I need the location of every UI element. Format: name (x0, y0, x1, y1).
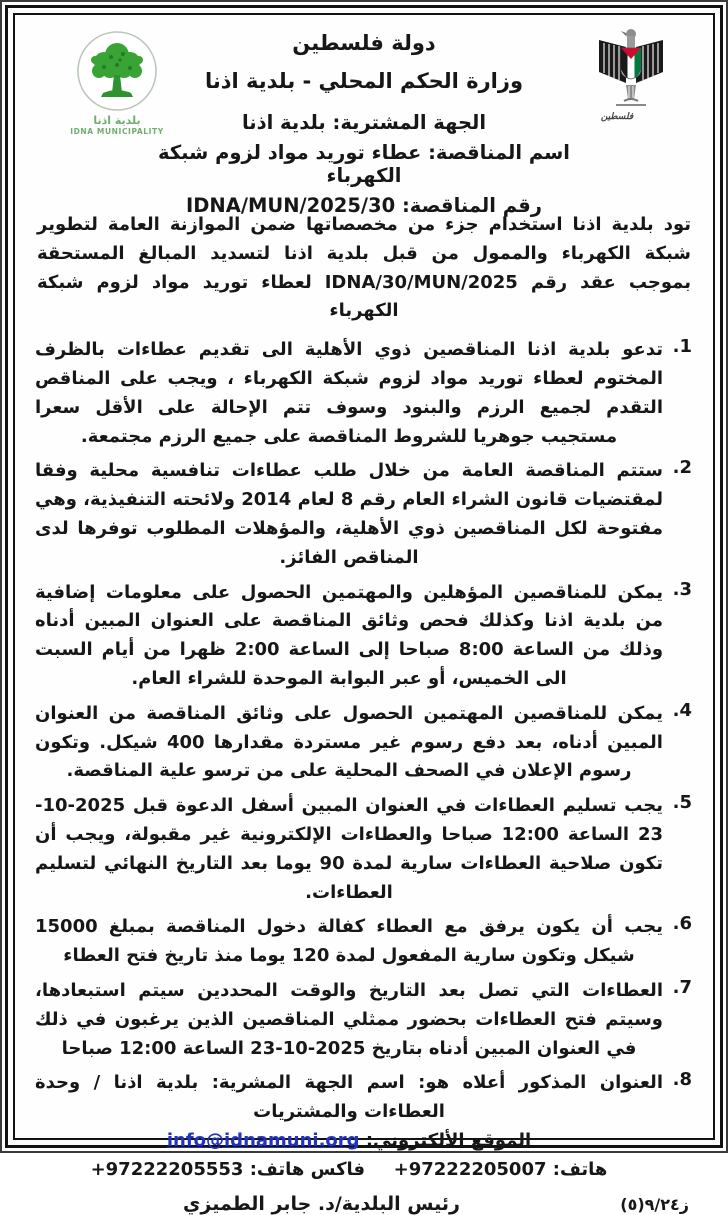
eagle-icon (593, 27, 669, 111)
item-text: يمكن للمناقصين المهتمين الحصول على وثائق المناقصة من العنوان المبين أدناه، بعد دفع رسوم غير مستردة مقدارها 400 شيكل. وتكون رسوم الإعلان في الصحف المحلية على من ترسو علية المناقصة. (35, 702, 663, 782)
item-number: 4. (672, 699, 692, 721)
buyer-line: الجهة المشترية: بلدية اذنا (241, 111, 487, 134)
phone-label: هاتف: (552, 1158, 608, 1180)
state-title: دولة فلسطين (292, 31, 436, 55)
municipality-logo (61, 29, 173, 136)
tender-item-7 (35, 977, 693, 1063)
intro-paragraph: تود بلدية اذنا استخدام جزء من مخصصاتها ضمن الموازنة العامة لتطوير شبكة الكهرباء والممول من قبل بلدية اذنا لتسديد المبالغ المستحقة بموجب عقد رقم IDNA/30/MUN/2025 لعطاء توريد مواد لزوم شبكة الكهرباء (37, 214, 691, 322)
phone-number: +97222205007 (393, 1158, 547, 1180)
outer-frame (5, 5, 723, 1215)
item-number: 1. (672, 336, 692, 358)
item-number: 5. (672, 792, 692, 814)
tender-item-1 (35, 336, 693, 451)
website-label: الموقع الألكتروني: (365, 1129, 532, 1151)
tender-number-value: IDNA/MUN/2025/30 (185, 194, 396, 217)
item-number: 2. (672, 457, 692, 479)
tender-item-5 (35, 792, 693, 907)
logo-english-name: IDNA MUNICIPALITY (70, 127, 164, 137)
signature: رئيس البلدية/د. جابر الطميزي (183, 1192, 460, 1215)
item-text: يجب تسليم العطاءات في العنوان المبين أسفل الدعوة قبل 2025-10-23 الساعة 12:00 صباحا والعطاءات الإلكترونية غير مقبولة، ويجب أن تكون صلاحية العطاءات سارية لمدة 90 يوما بعد التاريخ النهائي لتسليم العطاءات. (35, 795, 663, 903)
tender-number-line (135, 194, 593, 217)
tender-item-3 (35, 579, 693, 694)
tender-number-label: رقم المناقصة: (401, 194, 543, 217)
palestine-emblem (593, 27, 669, 122)
item-text: يجب أن يكون يرفق مع العطاء كفالة دخول المناقصة بمبلغ 15000 شيكل وتكون سارية المفعول لمدة 120 يوما منذ تاريخ فتح العطاء (35, 916, 663, 967)
item-text: تدعو بلدية اذنا المناقصين ذوي الأهلية الى تقديم عطاءات بالظرف المختوم لعطاء توريد مواد لزوم شبكة الكهرباء ، ويجب على المناقص التقدم لجميع الرزم والبنود وسوف تتم الإحالة على الأقل سعرا مستجيب جوهريا للشروط المناقصة على جميع الرزم مجتمعة. (35, 339, 663, 447)
tender-item-6 (35, 913, 693, 971)
ministry-title: وزارة الحكم المحلي - بلدية اذنا (204, 69, 524, 93)
item-number: 3. (672, 578, 692, 600)
item-number: 7. (672, 976, 692, 998)
inner-frame (13, 13, 715, 1215)
item-number: 6. (672, 913, 692, 935)
item-number: 8. (672, 1069, 692, 1091)
item-text: ستتم المناقصة العامة من خلال طلب عطاءات تنافسية محلية وفقا لمقتضيات قانون الشراء العام رقم 8 لعام 2014 ولائحته التنفيذية، وهي مفتوحة لكل المناقصين ذوي الأهلية، والمؤهلات المطلوب توفرها لدى المناقص الفائز. (35, 460, 663, 568)
document-header (35, 27, 693, 217)
ref-code: ز٩/٢٤(٥) (620, 1194, 689, 1214)
item-text: العنوان المذكور أعلاه هو: اسم الجهة المشرية: بلدية اذنا / وحدة العطاءات والمشتريات (35, 1072, 663, 1123)
item-text: يمكن للمناقصين المؤهلين والمهتمين الحصول على معلومات إضافية من بلدية اذنا وكذلك فحص وثائق المناقصة على العنوان المبين أدناه وذلك من الساعة 8:00 صباحا إلى الساعة 2:00 ظهرا من أيام السبت الى الخميس، أو عبر البوابة الموحدة للشراء العام. (35, 581, 664, 689)
tender-item-8 (35, 1069, 693, 1184)
tender-name-line: اسم المناقصة: عطاء توريد مواد لزوم شبكة الكهرباء (158, 141, 570, 187)
website-line (35, 1127, 663, 1156)
tree-icon (61, 29, 173, 113)
logo-arabic-name: بلدية اذنا (93, 114, 141, 127)
emblem-caption: فلسطين (600, 112, 634, 122)
tender-item-4 (35, 700, 693, 786)
email-link[interactable]: info@idnamuni.org (166, 1129, 360, 1151)
tender-items-list (35, 336, 693, 1190)
item-text: العطاءات التي تصل بعد التاريخ والوقت المحددين سيتم استبعادها، وسيتم فتح العطاءات بحضور ممثلي المناقصين الذين يرغبون في ذلك في العنوان المبين أدناه بتاريخ 2025-10-23 الساعة 12:00 صباحا (35, 979, 663, 1059)
fax-number: +97222205553 (90, 1158, 244, 1180)
fax-label: فاكس هاتف: (249, 1158, 366, 1180)
phone-line (35, 1156, 663, 1185)
tender-item-2 (35, 457, 693, 572)
